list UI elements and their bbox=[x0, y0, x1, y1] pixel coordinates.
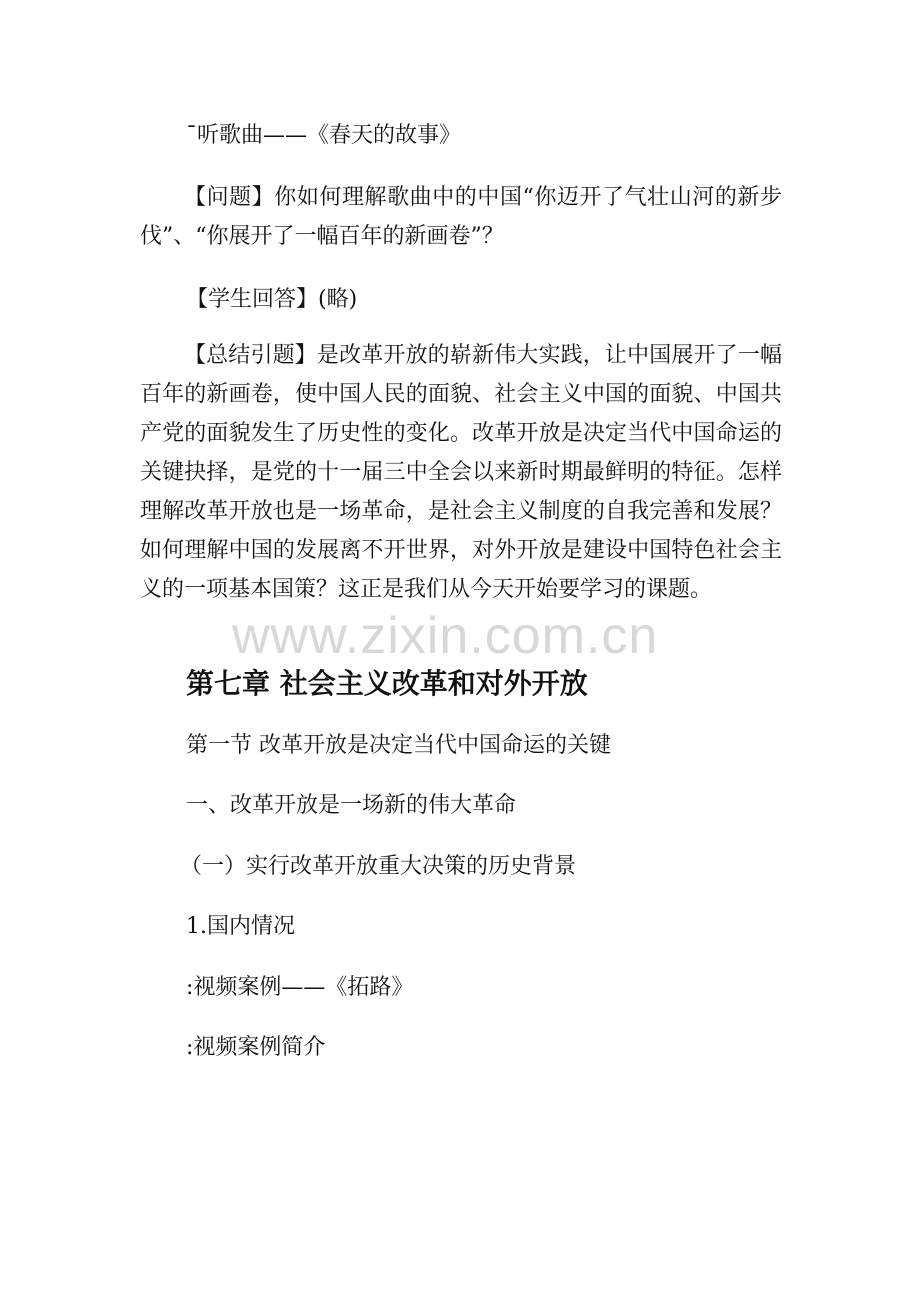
video-intro-line: :视频案例简介 bbox=[186, 1035, 326, 1060]
chapter-title: 第七章 社会主义改革和对外开放 bbox=[186, 667, 588, 700]
listen-song-line: ¯听歌曲——《春天的故事》 bbox=[186, 123, 462, 148]
video-case-line: :视频案例——《拓路》 bbox=[186, 975, 414, 1000]
summary-paragraph: 【总结引题】是改革开放的崭新伟大实践，让中国展开了一幅百年的新画卷，使中国人民的面貌、社会主义中国的面貌、中国共产党的面貌发生了历史性的变化。改革开放是决定当代中国命运的关键抉择，是党的十一届三中全会以来新时期最鲜明的特征。怎样理解改革开放也是一场革命，是社会主义制度的自我完善和发展？如何理解中国的发展离不开世界，对外开放是建设中国特色社会主义的一项基本国策？这正是我们从今天开始要学习的课题。 bbox=[140, 343, 782, 602]
subsection-title: 一、改革开放是一场新的伟大革命 bbox=[186, 793, 517, 818]
point-title: 1.国内情况 bbox=[186, 914, 295, 939]
section-title: 第一节 改革开放是决定当代中国命运的关键 bbox=[186, 733, 611, 758]
question-paragraph: 【问题】你如何理解歌曲中的中国“你迈开了气壮山河的新步伐”、“你展开了一幅百年的新画卷”？ bbox=[140, 185, 782, 249]
watermark: www.zixin.com.cn bbox=[232, 607, 659, 665]
sub-subsection-title: （一）实行改革开放重大决策的历史背景 bbox=[180, 854, 577, 879]
student-answer-line: 【学生回答】(略) bbox=[186, 287, 358, 312]
